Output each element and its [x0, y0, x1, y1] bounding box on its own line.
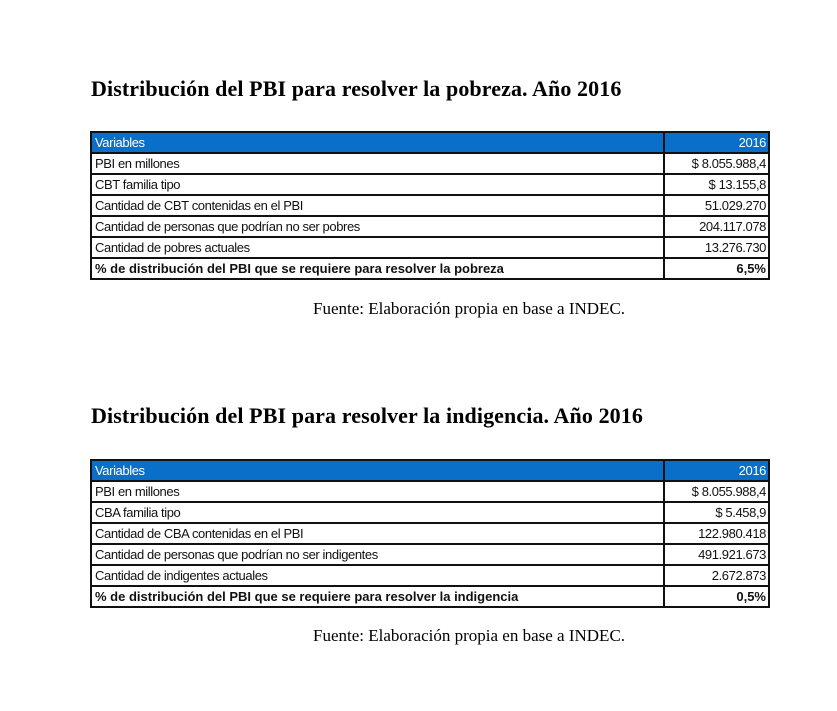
table-indigencia: [90, 459, 770, 608]
table-total-row: [91, 258, 769, 279]
table-row: [91, 523, 769, 544]
table-row: [91, 216, 769, 237]
table-row: [91, 565, 769, 586]
row-value: 13.276.730: [664, 237, 769, 258]
table-row: [91, 237, 769, 258]
total-label: % de distribución del PBI que se requiere para resolver la indigencia: [91, 586, 664, 607]
table-row: [91, 481, 769, 502]
table-title-indigencia: Distribución del PBI para resolver la indigencia. Año 2016: [91, 403, 643, 428]
table-row: [91, 502, 769, 523]
row-label: Cantidad de personas que podrían no ser pobres: [91, 216, 664, 237]
table-row: [91, 153, 769, 174]
row-value: 51.029.270: [664, 195, 769, 216]
total-label: % de distribución del PBI que se requiere para resolver la pobreza: [91, 258, 664, 279]
row-label: CBT familia tipo: [91, 174, 664, 195]
total-value: 6,5%: [664, 258, 769, 279]
header-variables: Variables: [91, 132, 664, 153]
row-value: 204.117.078: [664, 216, 769, 237]
row-label: Cantidad de pobres actuales: [91, 237, 664, 258]
row-value: $ 8.055.988,4: [664, 481, 769, 502]
row-value: 491.921.673: [664, 544, 769, 565]
source-note-pobreza: Fuente: Elaboración propia en base a INDEC.: [313, 299, 626, 318]
row-label: PBI en millones: [91, 481, 664, 502]
row-label: Cantidad de indigentes actuales: [91, 565, 664, 586]
table-header-row: [91, 460, 769, 481]
table-title-pobreza: Distribución del PBI para resolver la pobreza. Año 2016: [91, 76, 622, 101]
table-row: [91, 174, 769, 195]
header-year: 2016: [664, 132, 769, 153]
table-row: [91, 544, 769, 565]
row-label: Cantidad de CBA contenidas en el PBI: [91, 523, 664, 544]
total-value: 0,5%: [664, 586, 769, 607]
source-note-indigencia: Fuente: Elaboración propia en base a INDEC.: [313, 626, 626, 645]
row-value: $ 13.155,8: [664, 174, 769, 195]
row-value: 122.980.418: [664, 523, 769, 544]
table-row: [91, 195, 769, 216]
header-year: 2016: [664, 460, 769, 481]
row-label: Cantidad de CBT contenidas en el PBI: [91, 195, 664, 216]
row-label: CBA familia tipo: [91, 502, 664, 523]
row-value: $ 5.458,9: [664, 502, 769, 523]
row-value: 2.672.873: [664, 565, 769, 586]
table-pobreza: [90, 131, 770, 280]
row-label: Cantidad de personas que podrían no ser indigentes: [91, 544, 664, 565]
row-value: $ 8.055.988,4: [664, 153, 769, 174]
row-label: PBI en millones: [91, 153, 664, 174]
table-header-row: [91, 132, 769, 153]
header-variables: Variables: [91, 460, 664, 481]
table-total-row: [91, 586, 769, 607]
